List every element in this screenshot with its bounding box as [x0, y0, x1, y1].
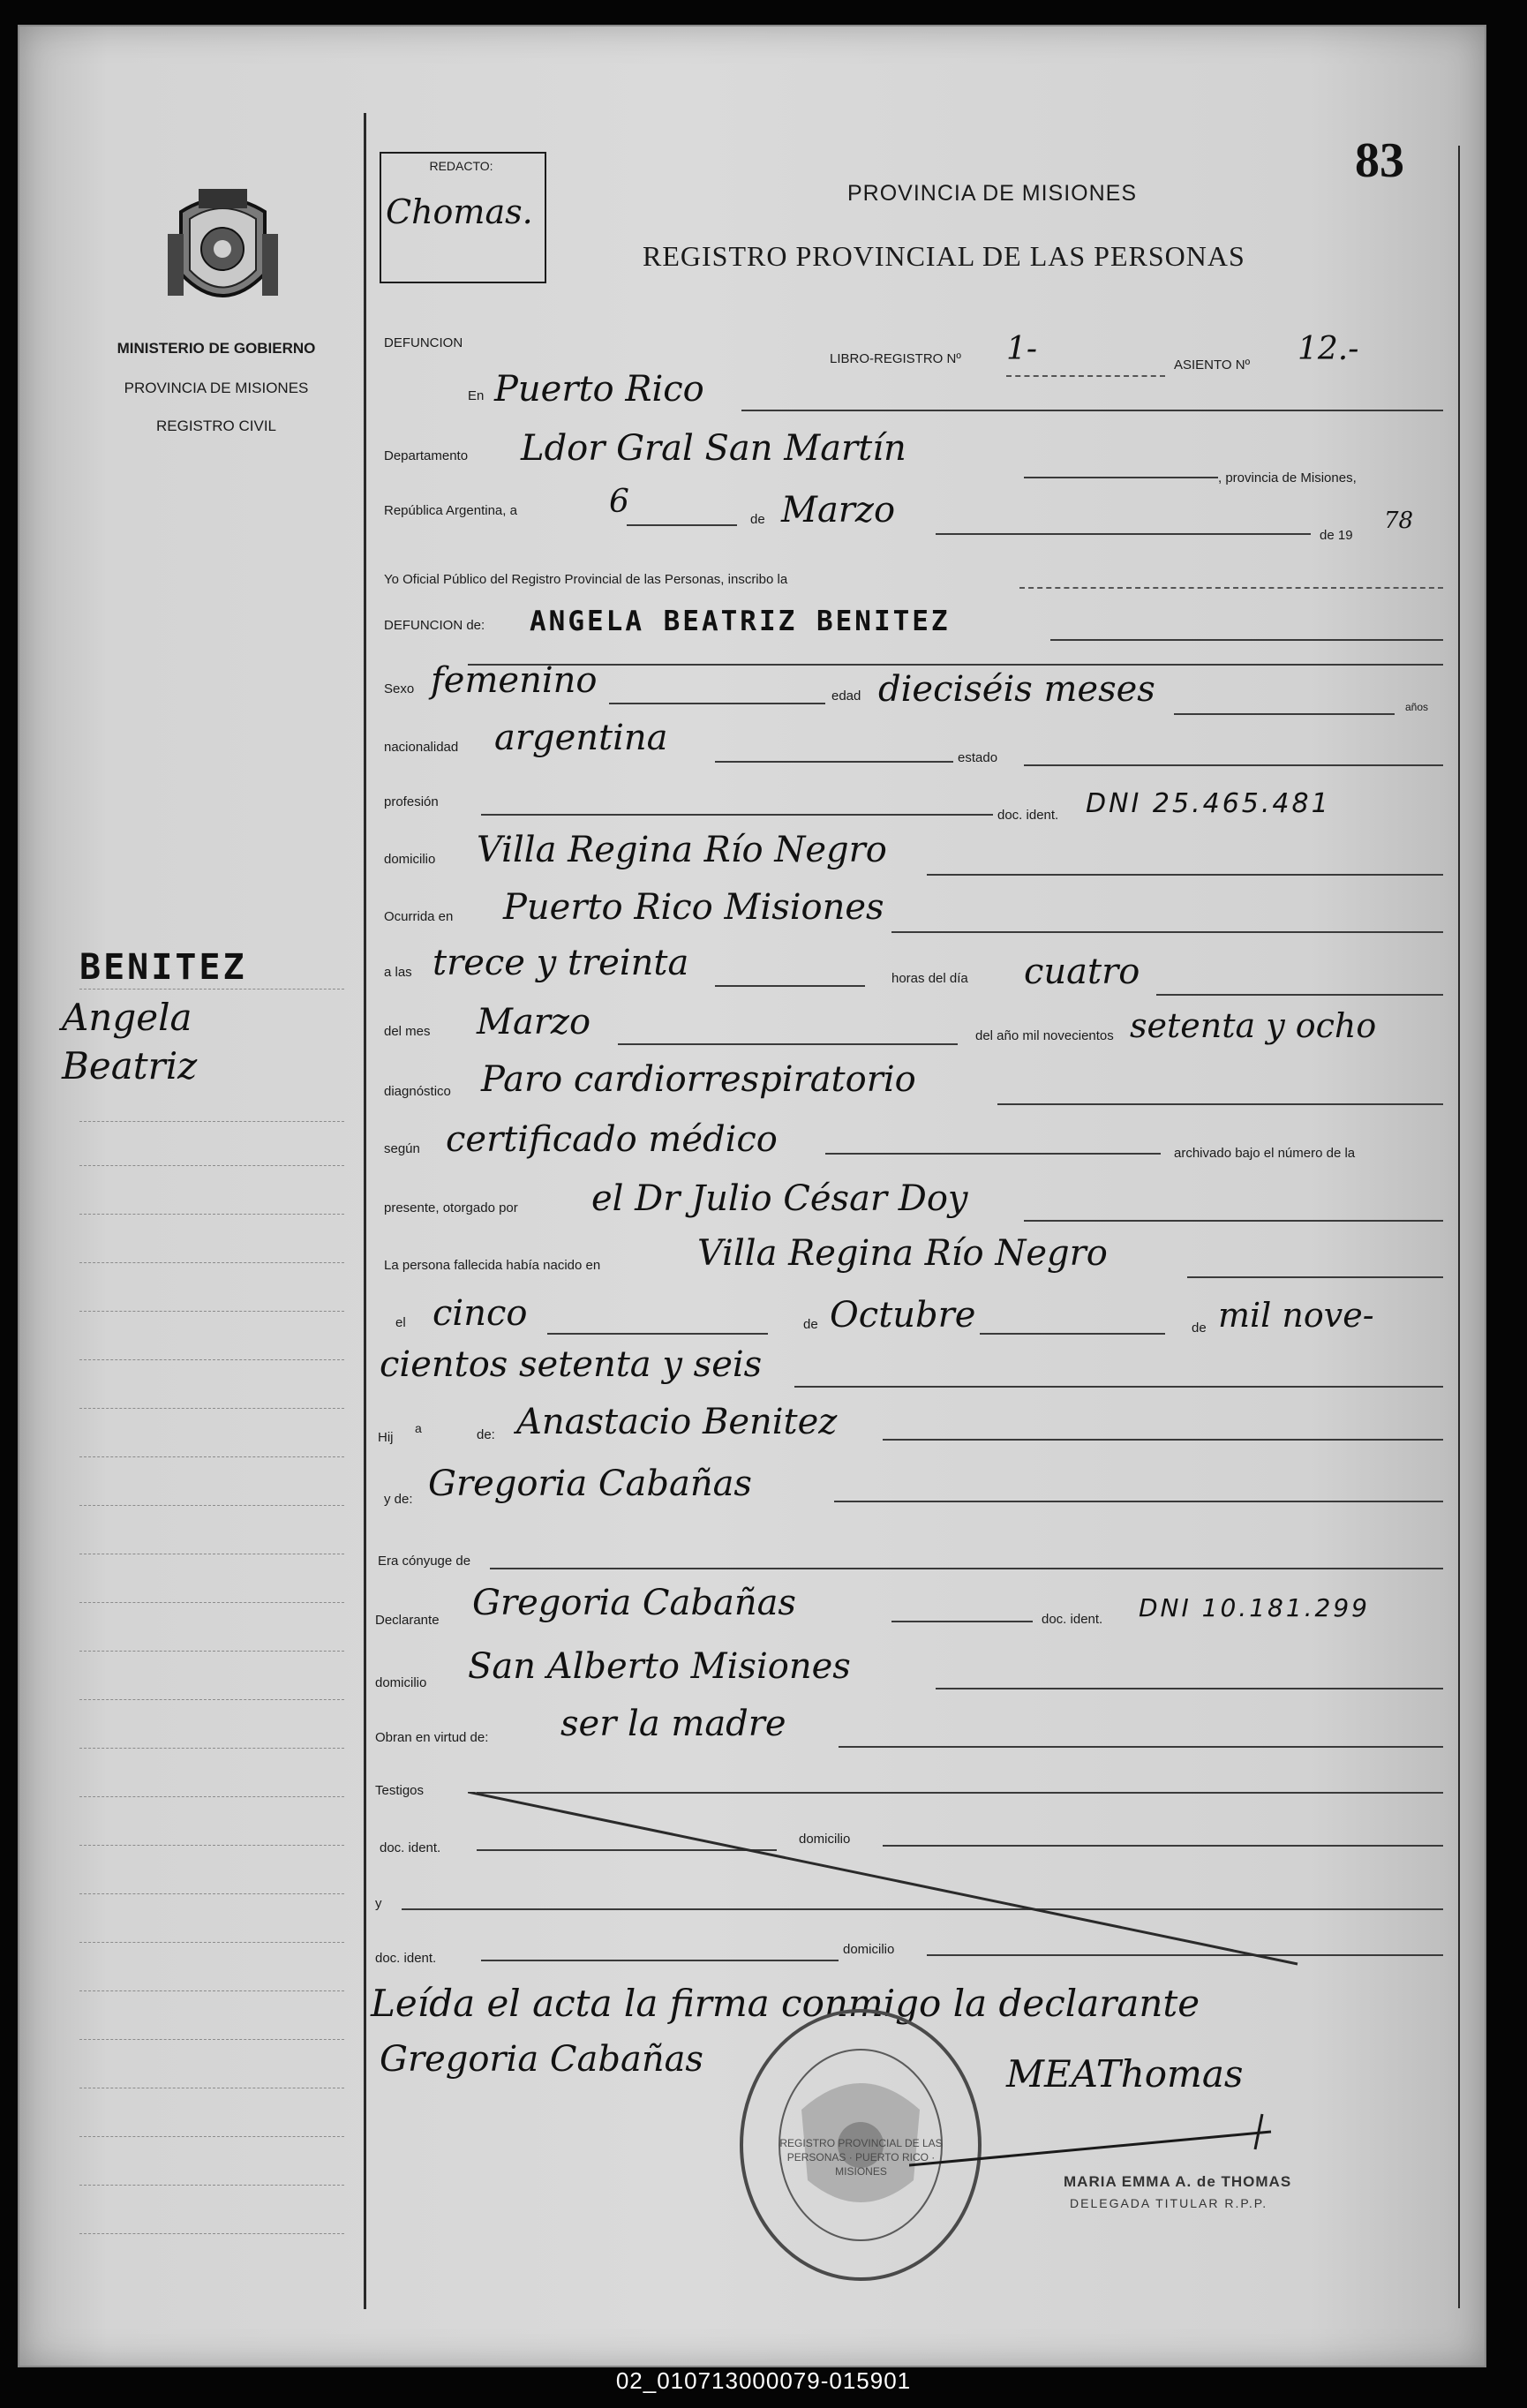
signature-stroke: [909, 2105, 1280, 2171]
day-value: 6: [609, 484, 629, 520]
conyuge-line: [490, 1568, 1443, 1569]
obran-label: Obran en virtud de:: [375, 1730, 489, 1745]
nacionalidad-value: argentina: [494, 718, 668, 758]
sidebar-line: [79, 2185, 344, 2186]
libro-label: LIBRO-REGISTRO Nº: [830, 351, 961, 366]
presente-line: [1024, 1220, 1443, 1222]
testigos-label: Testigos: [375, 1783, 425, 1798]
sidebar-line: [79, 2233, 344, 2234]
sidebar-line: [79, 1651, 344, 1652]
ocurrida-value: Puerto Rico Misiones: [503, 887, 884, 928]
y-de-label: y de:: [384, 1492, 413, 1507]
diagnostico-label: diagnóstico: [384, 1084, 451, 1099]
obran-line: [839, 1746, 1443, 1748]
segun-line: [825, 1153, 1161, 1155]
de-label-2: de: [803, 1317, 818, 1332]
redacto-value: Chomas.: [386, 192, 533, 231]
dia-value: cuatro: [1024, 952, 1140, 992]
conyuge-label: Era cónyuge de: [378, 1554, 471, 1569]
deceased-name-line: [1050, 639, 1443, 641]
sexo-label: Sexo: [384, 681, 415, 696]
sidebar-line: [79, 2039, 344, 2040]
ocurrida-label: Ocurrida en: [384, 909, 454, 924]
redacto-label: REDACTO:: [429, 159, 493, 173]
oficial-text: Yo Oficial Público del Registro Provincial de las Personas, inscribo la: [384, 572, 788, 587]
presente-label: presente, otorgado por: [384, 1200, 518, 1215]
sidebar-line: [79, 1942, 344, 1943]
asiento-value: 12.-: [1298, 331, 1359, 367]
departamento-label: Departamento: [384, 448, 469, 463]
anio-nac-value-1: mil nove-: [1218, 1296, 1374, 1335]
sexo-value: femenino: [431, 660, 598, 701]
provincia-suffix: , provincia de Misiones,: [1218, 470, 1357, 485]
anio-nac-value-2: cientos setenta y seis: [380, 1344, 763, 1385]
closing-text: Leída el acta la firma conmigo la declarante: [371, 1982, 1200, 2025]
madre-line: [834, 1501, 1443, 1502]
domicilio-label: domicilio: [384, 852, 436, 867]
declarante-doc: DNI 10.181.299: [1139, 1593, 1370, 1622]
padre-value: Anastacio Benitez: [516, 1402, 838, 1442]
de-label: de: [750, 512, 765, 527]
sidebar-line: [79, 1165, 344, 1166]
sidebar-line: [79, 1214, 344, 1215]
anio-nac-line: [794, 1386, 1443, 1388]
hij-suffix: a: [415, 1421, 422, 1435]
sidebar-line: [79, 1359, 344, 1360]
domicilio-line-2: [936, 1688, 1443, 1689]
de-label-3: de: [1192, 1321, 1207, 1336]
sidebar-line: [79, 989, 344, 990]
y-label: y: [375, 1896, 382, 1911]
sidebar-line: [79, 2136, 344, 2137]
ocurrida-line: [891, 931, 1443, 933]
anos-label: años: [1405, 701, 1429, 713]
signature-officer: MEAThomas: [1006, 2052, 1244, 2096]
sidebar-line: [79, 1311, 344, 1312]
sidebar-line: [79, 1456, 344, 1457]
estado-label: estado: [958, 750, 998, 765]
sidebar-line: [79, 1602, 344, 1603]
profesion-label: profesión: [384, 794, 439, 809]
mes-nac-value: Octubre: [830, 1295, 976, 1336]
edad-label: edad: [831, 689, 861, 704]
en-label: En: [468, 388, 485, 403]
libro-value: 1-: [1006, 331, 1038, 367]
en-line: [741, 410, 1443, 411]
sexo-line: [609, 703, 825, 704]
header-registry: REGISTRO PROVINCIAL DE LAS PERSONAS: [643, 240, 1245, 272]
departamento-line: [1024, 477, 1218, 478]
ministry-label: MINISTERIO DE GOBIERNO: [117, 340, 316, 357]
misiones-coat-of-arms-icon: [163, 185, 282, 322]
diagnostico-value: Paro cardiorrespiratorio: [481, 1059, 916, 1100]
margin-given-name-2: Beatriz: [62, 1044, 198, 1087]
doc-ident-label-2: doc. ident.: [1042, 1612, 1103, 1627]
departamento-value: Ldor Gral San Martín: [521, 428, 906, 469]
horas-label: horas del día: [891, 971, 968, 986]
left-frame-line: [364, 113, 366, 2309]
doc-ident-label: doc. ident.: [997, 808, 1059, 823]
officer-name: MARIA EMMA A. de THOMAS: [1064, 2173, 1292, 2190]
presente-value: el Dr Julio César Doy: [591, 1178, 968, 1219]
mes-value: Marzo: [477, 1002, 591, 1042]
a-las-line: [715, 985, 865, 987]
doc-ident-label-4: doc. ident.: [375, 1951, 437, 1966]
declarante-line: [891, 1621, 1033, 1622]
nacionalidad-line: [715, 761, 953, 763]
sidebar-line: [79, 1796, 344, 1797]
obran-value: ser la madre: [560, 1704, 786, 1744]
declarante-domicilio: San Alberto Misiones: [468, 1646, 851, 1687]
month-value: Marzo: [781, 490, 896, 531]
libro-line: [1006, 375, 1165, 377]
estado-line: [1024, 764, 1443, 766]
defuncion-de-label: DEFUNCION de:: [384, 618, 485, 633]
year-value: 78: [1384, 508, 1414, 534]
sidebar-line: [79, 1990, 344, 1991]
el-line: [547, 1333, 768, 1335]
edad-value: dieciséis meses: [878, 669, 1155, 710]
domicilio-value: Villa Regina Río Negro: [477, 830, 887, 870]
sidebar-line: [79, 1121, 344, 1122]
sidebar-line: [79, 1748, 344, 1749]
de19-label: de 19: [1320, 528, 1353, 543]
deceased-name-underline: [468, 664, 1443, 666]
civil-registry-label: REGISTRO CIVIL: [155, 418, 277, 434]
republica-label: República Argentina, a: [384, 503, 517, 518]
margin-given-name-1: Angela: [62, 996, 192, 1039]
archivado-label: archivado bajo el número de la: [1174, 1146, 1356, 1161]
el-label: el: [395, 1315, 406, 1330]
domicilio-label-2: domicilio: [375, 1675, 427, 1690]
sidebar-line: [79, 1505, 344, 1506]
image-id-caption: 02_010713000079-015901: [615, 2367, 912, 2394]
segun-label: según: [384, 1141, 420, 1156]
declarante-value: Gregoria Cabañas: [472, 1583, 796, 1623]
doc-ident-value: DNI 25.465.481: [1086, 788, 1331, 819]
sidebar-line: [79, 1699, 344, 1700]
right-frame-line: [1458, 146, 1460, 2308]
defuncion-label: DEFUNCION: [384, 335, 463, 350]
province-label: PROVINCIA DE MISIONES: [124, 380, 309, 396]
day-line: [627, 524, 737, 526]
nacionalidad-label: nacionalidad: [384, 740, 459, 755]
el-value: cinco: [433, 1293, 528, 1334]
edad-line: [1174, 713, 1395, 715]
month-line: [936, 533, 1311, 535]
a-las-label: a las: [384, 965, 412, 980]
domicilio-label-4: domicilio: [843, 1942, 895, 1957]
mes-nac-line: [980, 1333, 1165, 1335]
sidebar-line: [79, 1262, 344, 1263]
anio-label: del año mil novecientos: [975, 1028, 1114, 1043]
doc-ident-label-3: doc. ident.: [380, 1840, 441, 1855]
hij-de-label: de:: [477, 1427, 495, 1442]
asiento-label: ASIENTO Nº: [1174, 357, 1251, 372]
del-mes-label: del mes: [384, 1024, 431, 1039]
segun-value: certificado médico: [446, 1119, 778, 1160]
nacido-value: Villa Regina Río Negro: [697, 1233, 1108, 1274]
profesion-line: [481, 814, 993, 816]
domicilio-line: [927, 874, 1443, 876]
sidebar-line: [79, 1408, 344, 1409]
anio-value: setenta y ocho: [1130, 1006, 1377, 1045]
madre-value: Gregoria Cabañas: [428, 1464, 752, 1504]
nacido-label: La persona fallecida había nacido en: [384, 1258, 601, 1273]
header-province: PROVINCIA DE MISIONES: [847, 181, 1138, 206]
padre-line: [883, 1439, 1443, 1441]
deceased-name: ANGELA BEATRIZ BENITEZ: [530, 606, 951, 637]
sidebar-line: [79, 1893, 344, 1894]
oficial-line: [1019, 587, 1443, 589]
mes-line: [618, 1043, 958, 1045]
margin-surname: BENITEZ: [79, 947, 247, 988]
nacido-line: [1187, 1276, 1443, 1278]
page-number: 83: [1355, 133, 1404, 188]
stamp-text: REGISTRO PROVINCIAL DE LAS PERSONAS · PUERTO RICO · MISIONES: [779, 2137, 943, 2178]
signature-declarante: Gregoria Cabañas: [380, 2039, 703, 2080]
sidebar-line: [79, 1845, 344, 1846]
domicilio-label-3: domicilio: [799, 1832, 851, 1847]
witness-strike-line: [468, 1792, 1306, 1973]
officer-title: DELEGADA TITULAR R.P.P.: [1070, 2196, 1268, 2210]
diagnostico-line: [997, 1103, 1443, 1105]
a-las-value: trece y treinta: [433, 943, 689, 983]
declarante-label: Declarante: [375, 1613, 440, 1628]
hij-label: Hij: [378, 1430, 394, 1445]
dia-line: [1156, 994, 1443, 996]
en-value: Puerto Rico: [494, 369, 704, 410]
